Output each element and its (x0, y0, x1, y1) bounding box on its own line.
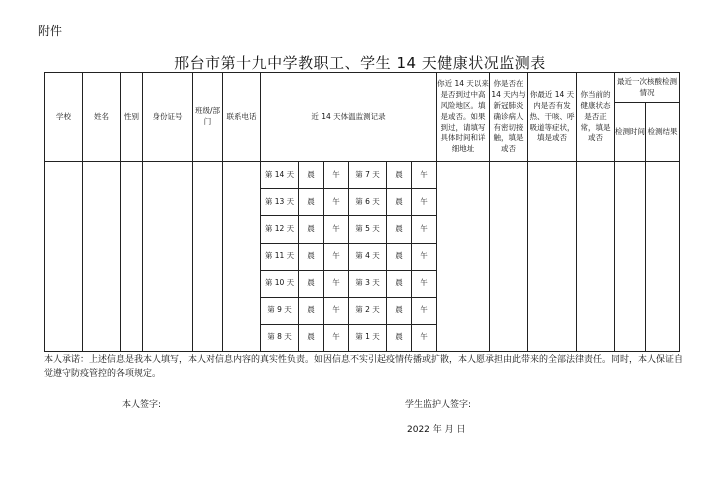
header-test-time: 检测时间 (615, 103, 646, 162)
morning-label: 晨 (387, 270, 412, 297)
day-label: 第 8 天 (261, 324, 299, 351)
day-label: 第 9 天 (261, 297, 299, 324)
morning-label: 晨 (387, 324, 412, 351)
header-temp-record: 近 14 天体温监测记录 (261, 73, 437, 162)
date-line: 2022 年 月 日 (407, 425, 466, 435)
header-test-result: 检测结果 (646, 103, 680, 162)
header-latest-test: 最近一次核酸检测情况 (615, 73, 680, 103)
day-label: 第 5 天 (349, 216, 387, 243)
day-label: 第 3 天 (349, 270, 387, 297)
health-monitoring-table (44, 72, 680, 352)
blank-cell (490, 162, 528, 352)
header-contact: 你是否在 14 天内与新冠肺炎确诊病人有密切接触，填是或否 (490, 73, 528, 162)
day-label: 第 6 天 (349, 189, 387, 216)
blank-cell (577, 162, 615, 352)
morning-label: 晨 (299, 297, 324, 324)
blank-cell (646, 162, 680, 352)
header-symptoms: 你最近 14 天内是否有发热、干咳、呼吸道等症状，填是或否 (528, 73, 577, 162)
blank-cell (143, 162, 193, 352)
signature-guardian-label: 学生监护人签字: (405, 400, 472, 410)
header-school: 学校 (45, 73, 83, 162)
morning-label: 晨 (387, 162, 412, 189)
blank-cell (223, 162, 261, 352)
day-label: 第 1 天 (349, 324, 387, 351)
morning-label: 晨 (299, 243, 324, 270)
afternoon-label: 午 (412, 270, 437, 297)
afternoon-label: 午 (412, 243, 437, 270)
header-class-dept: 班级/部门 (193, 73, 223, 162)
morning-label: 晨 (387, 243, 412, 270)
blank-cell (121, 162, 143, 352)
morning-label: 晨 (387, 189, 412, 216)
morning-label: 晨 (299, 324, 324, 351)
morning-label: 晨 (299, 189, 324, 216)
blank-cell (615, 162, 646, 352)
day-label: 第 2 天 (349, 297, 387, 324)
afternoon-label: 午 (324, 216, 349, 243)
signature-self-label: 本人签字: (122, 400, 162, 410)
header-name: 姓名 (83, 73, 121, 162)
afternoon-label: 午 (412, 189, 437, 216)
header-health-status: 你当前的健康状态是否正常，填是或否 (577, 73, 615, 162)
morning-label: 晨 (387, 297, 412, 324)
blank-cell (83, 162, 121, 352)
day-label: 第 12 天 (261, 216, 299, 243)
form-title: 邢台市第十九中学教职工、学生 14 天健康状况监测表 (174, 54, 546, 72)
day-label: 第 4 天 (349, 243, 387, 270)
attachment-label: 附件 (38, 24, 63, 38)
afternoon-label: 午 (324, 243, 349, 270)
header-phone: 联系电话 (223, 73, 261, 162)
blank-cell (45, 162, 83, 352)
afternoon-label: 午 (412, 297, 437, 324)
blank-cell (193, 162, 223, 352)
day-label: 第 11 天 (261, 243, 299, 270)
morning-label: 晨 (299, 216, 324, 243)
afternoon-label: 午 (412, 162, 437, 189)
day-label: 第 13 天 (261, 189, 299, 216)
blank-cell (437, 162, 490, 352)
morning-label: 晨 (299, 270, 324, 297)
afternoon-label: 午 (324, 270, 349, 297)
morning-label: 晨 (299, 162, 324, 189)
header-gender: 性别 (121, 73, 143, 162)
morning-label: 晨 (387, 216, 412, 243)
day-label: 第 10 天 (261, 270, 299, 297)
day-label: 第 7 天 (349, 162, 387, 189)
afternoon-label: 午 (324, 297, 349, 324)
pledge-text: 本人承诺：上述信息是我本人填写，本人对信息内容的真实性负责。如因信息不实引起疫情传播或扩散，本人愿承担由此带来的全部法律责任。同时，本人保证自觉遵守防疫管控的各项规定。 (44, 355, 684, 380)
afternoon-label: 午 (324, 324, 349, 351)
header-id-number: 身份证号 (143, 73, 193, 162)
blank-cell (528, 162, 577, 352)
afternoon-label: 午 (324, 162, 349, 189)
day-label: 第 14 天 (261, 162, 299, 189)
header-travel: 你近 14 天以来是否到过中高风险地区。填是或否。如果到过，请填写具体时间和详细地址 (437, 73, 490, 162)
afternoon-label: 午 (324, 189, 349, 216)
afternoon-label: 午 (412, 216, 437, 243)
afternoon-label: 午 (412, 324, 437, 351)
